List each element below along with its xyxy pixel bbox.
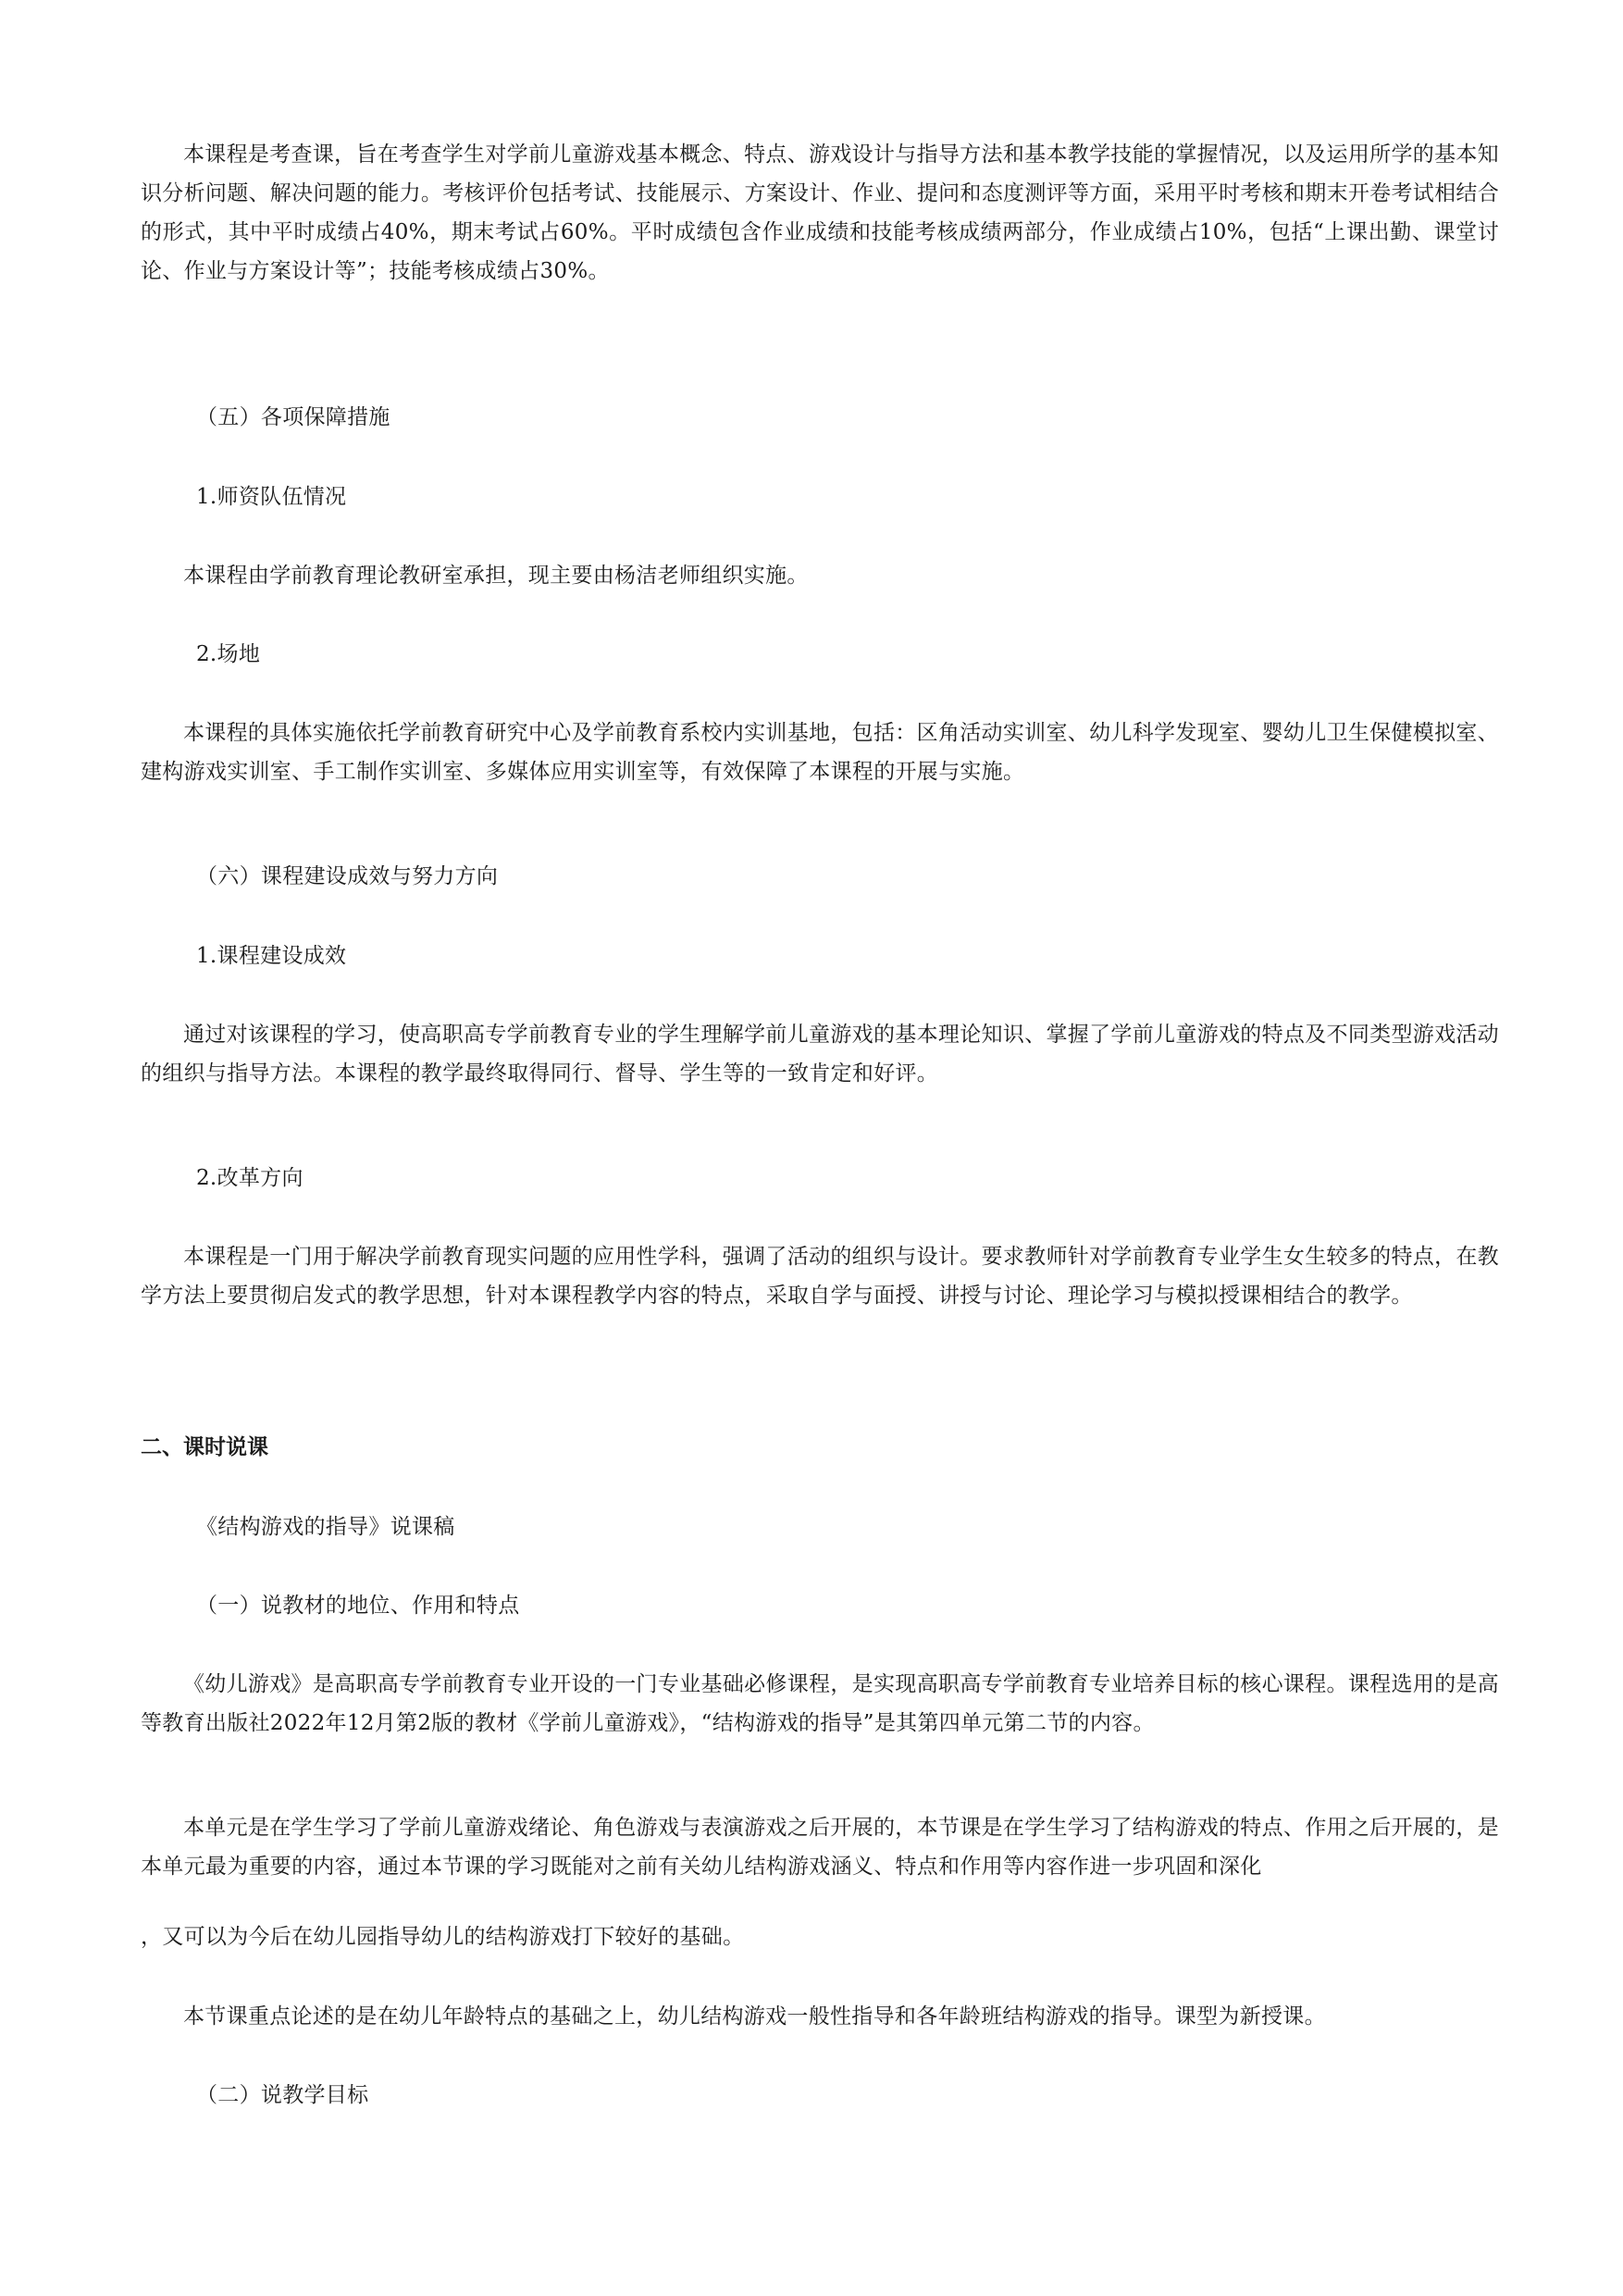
heading-teachers: 1.师资队伍情况 [196, 485, 347, 509]
paragraph-venue: 本课程的具体实施依托学前教育研究中心及学前教育系校内实训基地，包括：区角活动实训室、幼儿科学发现室、婴幼儿卫生保健模拟室、建构游戏实训室、手工制作实训室、多媒体应用实训室等，有效保障了本课程的开展与实施。 [141, 721, 1499, 784]
heading-part-2: 二、课时说课 [141, 1435, 268, 1459]
heading-subsection-1: （一）说教材的地位、作用和特点 [196, 1594, 520, 1618]
heading-venue: 2.场地 [196, 642, 261, 666]
paragraph-teachers: 本课程由学前教育理论教研室承担，现主要由杨洁老师组织实施。 [183, 564, 809, 588]
paragraph-reform: 本课程是一门用于解决学前教育现实问题的应用性学科，强调了活动的组织与设计。要求教师针对学前教育专业学生女生较多的特点，在教学方法上要贯彻启发式的教学思想，针对本课程教学内容的特点，采取自学与面授、讲授与讨论、理论学习与模拟授课相结合的教学。 [141, 1245, 1499, 1308]
heading-subsection-2: （二）说教学目标 [196, 2083, 369, 2107]
heading-section-6: （六）课程建设成效与努力方向 [196, 864, 499, 888]
paragraph-unit: 本单元是在学生学习了学前儿童游戏绪论、角色游戏与表演游戏之后开展的，本节课是在学生学习了结构游戏的特点、作用之后开展的，是本单元最为重要的内容，通过本节课的学习既能对之前有关幼儿结构游戏涵义、特点和作用等内容作进一步巩固和深化 [141, 1816, 1499, 1879]
paragraph-results: 通过对该课程的学习，使高职高专学前教育专业的学生理解学前儿童游戏的基本理论知识、掌握了学前儿童游戏的特点及不同类型游戏活动的组织与指导方法。本课程的教学最终取得同行、督导、学生等的一致肯定和好评。 [141, 1023, 1499, 1086]
lecture-title: 《结构游戏的指导》说课稿 [196, 1515, 455, 1539]
paragraph-unit-continued: ，又可以为今后在幼儿园指导幼儿的结构游戏打下较好的基础。 [141, 1925, 745, 1949]
heading-section-5: （五）各项保障措施 [196, 405, 390, 429]
heading-reform: 2.改革方向 [196, 1166, 304, 1190]
paragraph-textbook: 《幼儿游戏》是高职高专学前教育专业开设的一门专业基础必修课程，是实现高职高专学前教育专业培养目标的核心课程。课程选用的是高等教育出版社2022年12月第2版的教材《学前儿童游戏》，“结构游戏的指导”是其第四单元第二节的内容。 [141, 1672, 1499, 1735]
paragraph-assessment: 本课程是考查课，旨在考查学生对学前儿童游戏基本概念、特点、游戏设计与指导方法和基本教学技能的掌握情况，以及运用所学的基本知识分析问题、解决问题的能力。考核评价包括考试、技能展示、方案设计、作业、提问和态度测评等方面，采用平时考核和期末开卷考试相结合的形式，其中平时成绩占40%，期末考试占60%。平时成绩包含作业成绩和技能考核成绩两部分，作业成绩占10%，包括“上课出勤、课堂讨论、作业与方案设计等”；技能考核成绩占30%。 [141, 143, 1499, 283]
heading-results: 1.课程建设成效 [196, 944, 347, 968]
paragraph-focus: 本节课重点论述的是在幼儿年龄特点的基础之上，幼儿结构游戏一般性指导和各年龄班结构游戏的指导。课型为新授课。 [183, 2004, 1326, 2029]
